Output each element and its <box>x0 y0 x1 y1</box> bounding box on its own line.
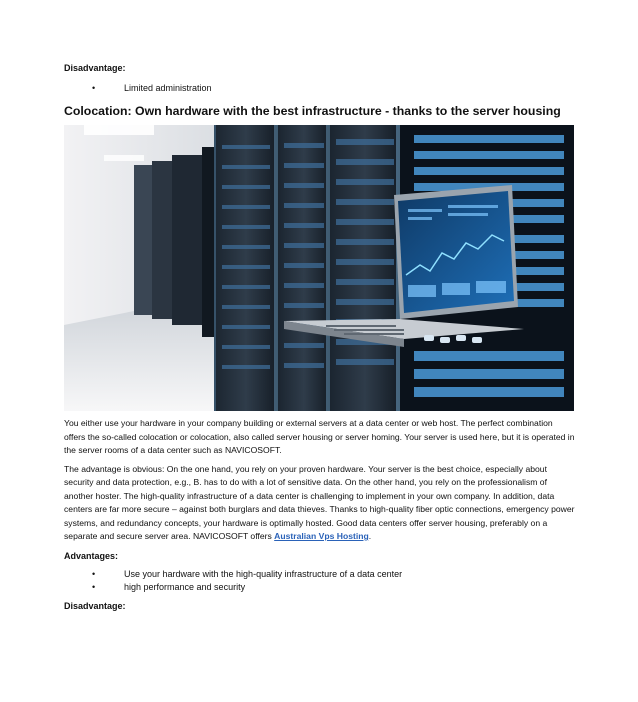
disadvantage-list-top <box>64 82 576 95</box>
bullet-icon: • <box>92 568 96 579</box>
server-room-photo <box>64 125 576 411</box>
colocation-heading: Colocation: Own hardware with the best infrastructure - thanks to the server housing <box>64 104 561 118</box>
list-item-text: high performance and security <box>124 581 246 592</box>
bullet-icon: • <box>92 581 96 592</box>
list-item <box>64 568 576 581</box>
australian-vps-hosting-link[interactable]: Australian Vps Hosting <box>274 531 369 541</box>
colocation-paragraph-2 <box>64 463 576 544</box>
document-content <box>64 62 576 612</box>
list-item <box>64 581 576 594</box>
list-item-text: Use your hardware with the high-quality infrastructure of a data center <box>124 568 403 579</box>
advantages-label: Advantages: <box>64 550 119 561</box>
bullet-icon: • <box>92 83 96 93</box>
disadvantage-label-top: Disadvantage: <box>64 63 126 73</box>
paragraph-2-text: The advantage is obvious: On the one hand, you rely on your proven hardware. Your server is the best choice, especially about security and data protection, e.g., B. has to do with a lot of sensitive data. On the other hand, you rely on the professionalism of another hoster. The high-quality infrastructure of a data center is challenging to implement in your own company. In addition, data centers are far more secure – against both burglars and data thieves. Thanks to high-quality fiber optic connections, emergency power systems, and redundancy concepts, your hardware is optimally hosted. Good data centers offer server housing, preferably on a separate and secure server area. NAVICOSOFT offers <box>64 463 575 541</box>
list-item-text: Limited administration <box>124 83 212 93</box>
server-racks-image <box>64 125 574 411</box>
list-item <box>64 82 576 95</box>
colocation-paragraph-1: You either use your hardware in your company building or external servers at a data center or web host. The perfect combination offers the so-called colocation or colocation, also called server housing or server homing. Your server is used here, but it is operated in the server rooms of a data center such as NAVICOSOFT. <box>64 418 575 455</box>
paragraph-2-end: . <box>368 531 372 541</box>
advantages-list <box>64 568 576 594</box>
disadvantage-label-bottom: Disadvantage: <box>64 600 126 611</box>
